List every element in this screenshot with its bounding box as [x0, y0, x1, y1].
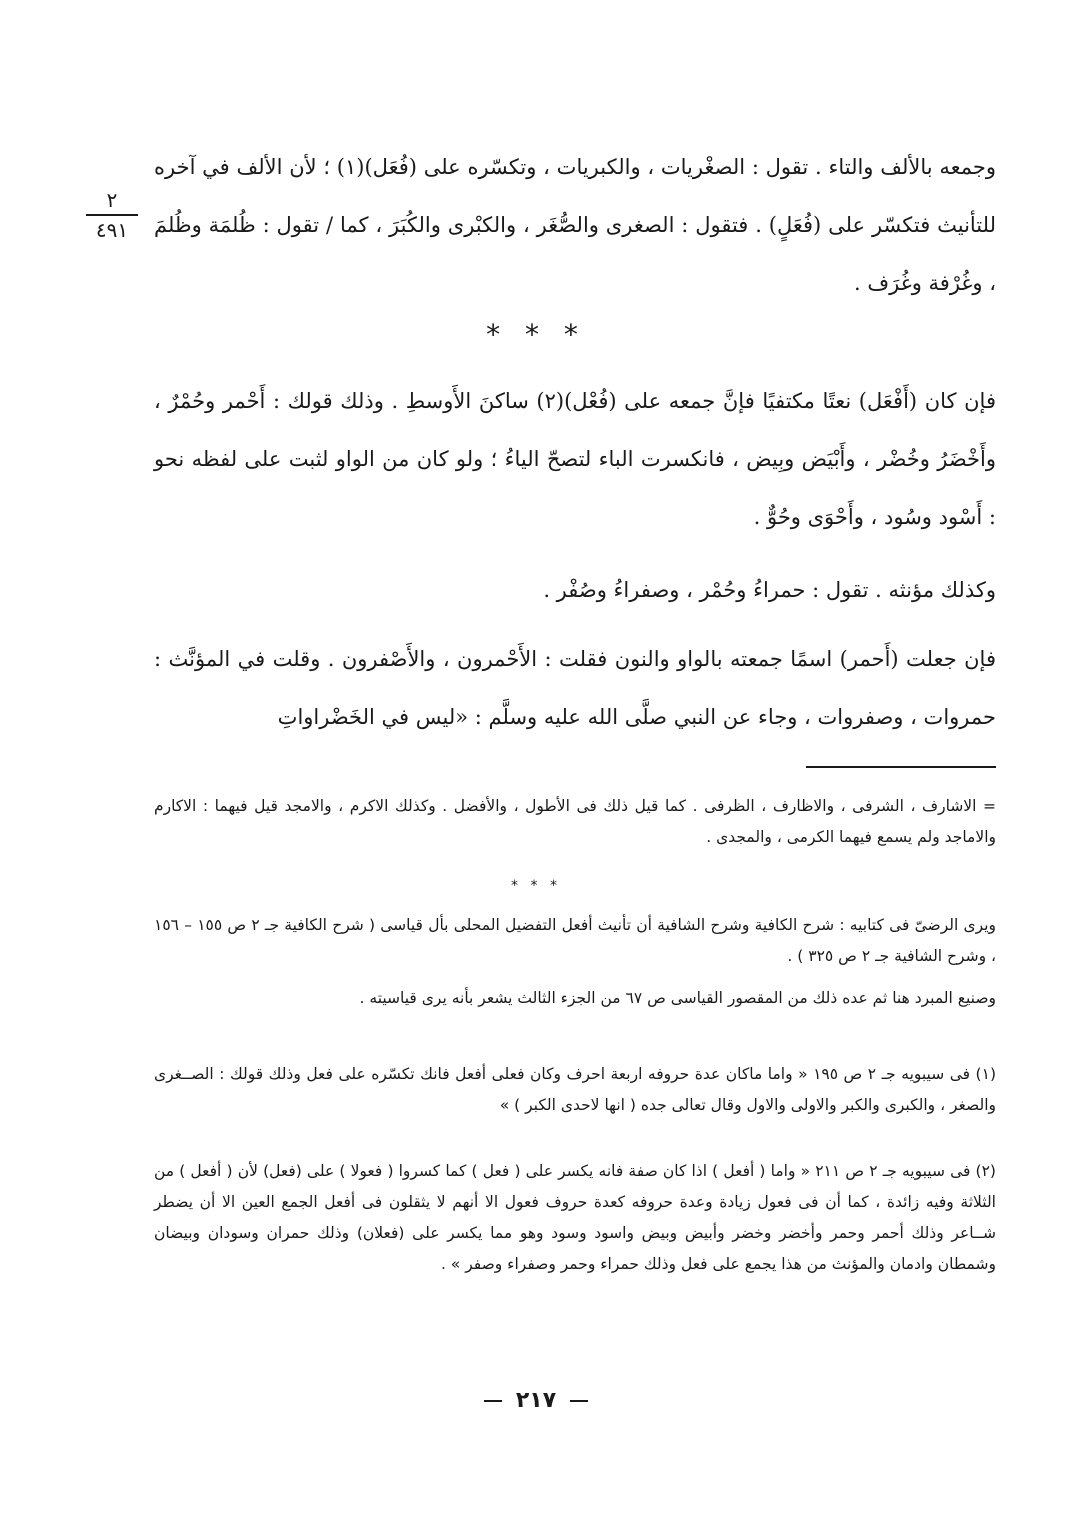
margin-reference — [80, 188, 144, 242]
page-number-value: ٢١٧ — [515, 1388, 557, 1413]
body-paragraph-3: وكذلك مؤنثه . تقول : حمراءُ وحُمْر ، وصفراءُ وصُفْر . — [543, 578, 996, 602]
footnote-separator-rule — [806, 766, 996, 768]
footnote-1: (١) فى سيبويه جـ ٢ ص ١٩٥ « واما ماكان عدة حروفه اربعة احرف وكان فعلى أفعل فانك تكسّره على فعل وذلك قولك : الصــغرى والصغر ، والكبرى والكبر والاولى والاول وقال تعالى جده ( انها لاحدى الكبر ) » — [154, 1065, 996, 1114]
margin-reference-rule — [86, 214, 138, 216]
footnote-mubarrad: وصنيع المبرد هنا ثم عده ذلك من المقصور القياسى ص ٦٧ من الجزء الثالث يشعر بأنه يرى قياسيته . — [359, 989, 996, 1007]
body-paragraph-2: فإن كان (أَفْعَل) نعتًا مكتفيًا فإنَّ جمعه على (فُعْل)(٢) ساكنَ الأَوسطِ . وذلك قولك : أَحْمر وحُمْرٌ ، وأَخْضَرُ وخُضْر ، وأَبْيَض وبِيض ، فانكسرت الباء لتصحّ الياءُ ؛ ولو كان من الواو لثبت على لفظه نحو : أَسْود وسُود ، وأَحْوَى وحُوٌّ . — [154, 389, 996, 529]
body-paragraph-1: وجمعه بالألف والتاء . تقول : الصغْريات ، والكبريات ، وتكسّره على (فُعَل)(١) ؛ لأن الألف في آخره للتأنيث فتكسّر على (فُعَلٍ) . فتقول : الصغرى والصُّغَر ، والكبْرى والكُبَرَ ، كما / تقول : ظُلمَة وظُلمَ ، وغُرْفة وغُرَف . — [154, 155, 996, 295]
footnote-separator-stars: * * * — [511, 878, 561, 894]
page-number — [0, 1388, 1072, 1413]
page-number-dash-right — [570, 1400, 588, 1402]
body-paragraph-4: فإن جعلت (أَحمر) اسمًا جمعته بالواو والنون فقلت : الأَحْمرون ، والأَصْفرون . وقلت في المؤنَّث : حمروات ، وصفروات ، وجاء عن النبي صلَّى الله عليه وسلَّم : «ليس في الخَضْراواتِ — [154, 647, 996, 729]
margin-reference-volume: ٢ — [106, 188, 118, 212]
section-separator: * * * — [486, 318, 586, 351]
margin-reference-page: ٤٩١ — [95, 218, 129, 242]
page-number-dash-left — [484, 1400, 502, 1402]
footnote-radi: ويرى الرضىّ فى كتابيه : شرح الكافية وشرح الشافية أن تأنيث أفعل التفضيل المحلى بأل قياسى ( شرح الكافية جـ ٢ ص ١٥٥ – ١٥٦ ، وشرح الشافية جـ ٢ ص ٣٢٥ ) . — [154, 916, 996, 965]
footnote-continuation: = الاشارف ، الشرفى ، والاظارف ، الظرفى . كما قيل ذلك فى الأطول ، والأفضل . وكذلك الاكرم ، والامجد قيل فيهما : الاكارم والاماجد ولم يسمع فيهما الكرمى ، والمجدى . — [154, 797, 996, 846]
footnote-2: (٢) فى سيبويه جـ ٢ ص ٢١١ « واما ( أفعل ) اذا كان صفة فانه يكسر على ( فعل ) كما كسروا ( فعولا ) على (فعل) لأن ( أفعل ) من الثلاثة وفيه زائدة ، كما أن فى فعول زيادة وعدة حروفه كعدة حروف فعول الا أنهم لا يثقلون فى أفعل الجمع العين الا أن يضطر شــاعر وذلك أحمر وحمر وأخضر وخضر وأبيض وبيض واسود وسود وهو مما يكسر على (فعلان) وذلك حمران وسودان وبيضان وشمطان وادمان والمؤنث من هذا يجمع على فعل وذلك حمراء وحمر وصفراء وصفر » . — [154, 1162, 996, 1273]
